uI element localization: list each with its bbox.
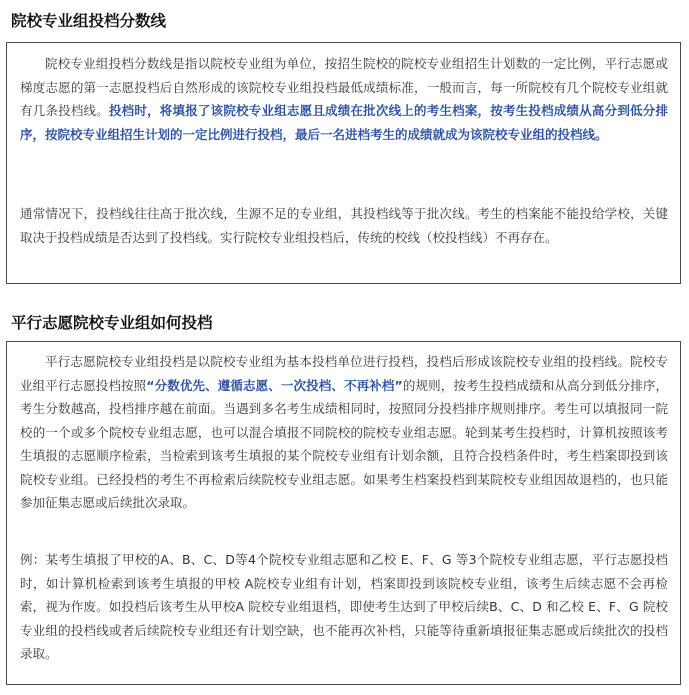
- section1-paragraph1-highlight: 投档时，将填报了该院校专业组志愿且成绩在批次线上的考生档案，按考生投档成绩从高分到低分排序，按院校专业组招生计划的一定比例进行投档，最后一名进档考生的成绩就成为该院校专业组的投档线。: [20, 103, 668, 142]
- section2-title: 平行志愿院校专业组如何投档: [11, 314, 213, 332]
- section2-paragraph1: [20, 350, 668, 515]
- section1-paragraph2: 通常情况下，投档线往往高于批次线，生源不足的专业组，其投档线等于批次线。考生的档案能不能投给学校，关键取决于投档成绩是否达到了投档线。实行院校专业组投档后，传统的校线（校投档线）不再存在。: [20, 206, 668, 245]
- section1-paragraph1-normal: 院校专业组投档分数线是指以院校专业组为单位，按招生院校的院校专业组招生计划数的一定比例，平行志愿或梯度志愿的第一志愿投档后自然形成的该院校专业组投档最低成绩标准，一般而言，每一所院校有几个院校专业组就有几条投档线。: [20, 56, 668, 118]
- section2-paragraph1-part2: 的规则，按考生投档成绩和从高分到低分排序，考生分数越高，投档排序越在前面。当遇到多名考生成绩相同时，按照同分投档排序规则排序。考生可以填报同一院校的一个或多个院校专业组志愿，也可以混合填报不同院校的院校专业组志愿。轮到某考生投档时，计算机按照该考生填报的志愿顺序检索，当检索到该考生填报的某个院校专业组有计划余额，且符合投档条件时，考生档案即投到该院校专业组。已经投档的考生不再检索后续院校专业组志愿。如果考生档案投档到某院校专业组因故退档的，也只能参加征集志愿或后续批次录取。: [20, 377, 668, 510]
- section1-title: 院校专业组投档分数线: [11, 12, 167, 30]
- section1-box: [6, 42, 681, 284]
- section2-paragraph1-part1: 平行志愿院校专业组投档是以院校专业组为基本投档单位进行投档，投档后形成该院校专业组的投档线。院校专业组平行志愿投档按照: [20, 354, 668, 393]
- section2-paragraph1-highlight: “分数优先、遵循志愿、一次投档、不再补档”: [146, 377, 403, 393]
- section2-paragraph2: 例：某考生填报了甲校的A、B、C、D等4个院校专业组志愿和乙校 E、F、G 等3个院校专业组志愿，平行志愿投档时，如计算机检索到该考生填报的甲校 A院校专业组有计划，档案即投到该院校专业组，该考生后续志愿不会再检索，视为作废。如投档后该考生从甲校A 院校专业组退档，即使考生达到了甲校后续B、C、D 和乙校 E、F、G 院校专业组的投档线或者后续院校专业组还有计划空缺，也不能再次补档，只能等待重新填报征集志愿或后续批次的投档录取。: [20, 552, 668, 661]
- section2-box: [6, 341, 681, 685]
- section1-paragraph1: [20, 52, 668, 146]
